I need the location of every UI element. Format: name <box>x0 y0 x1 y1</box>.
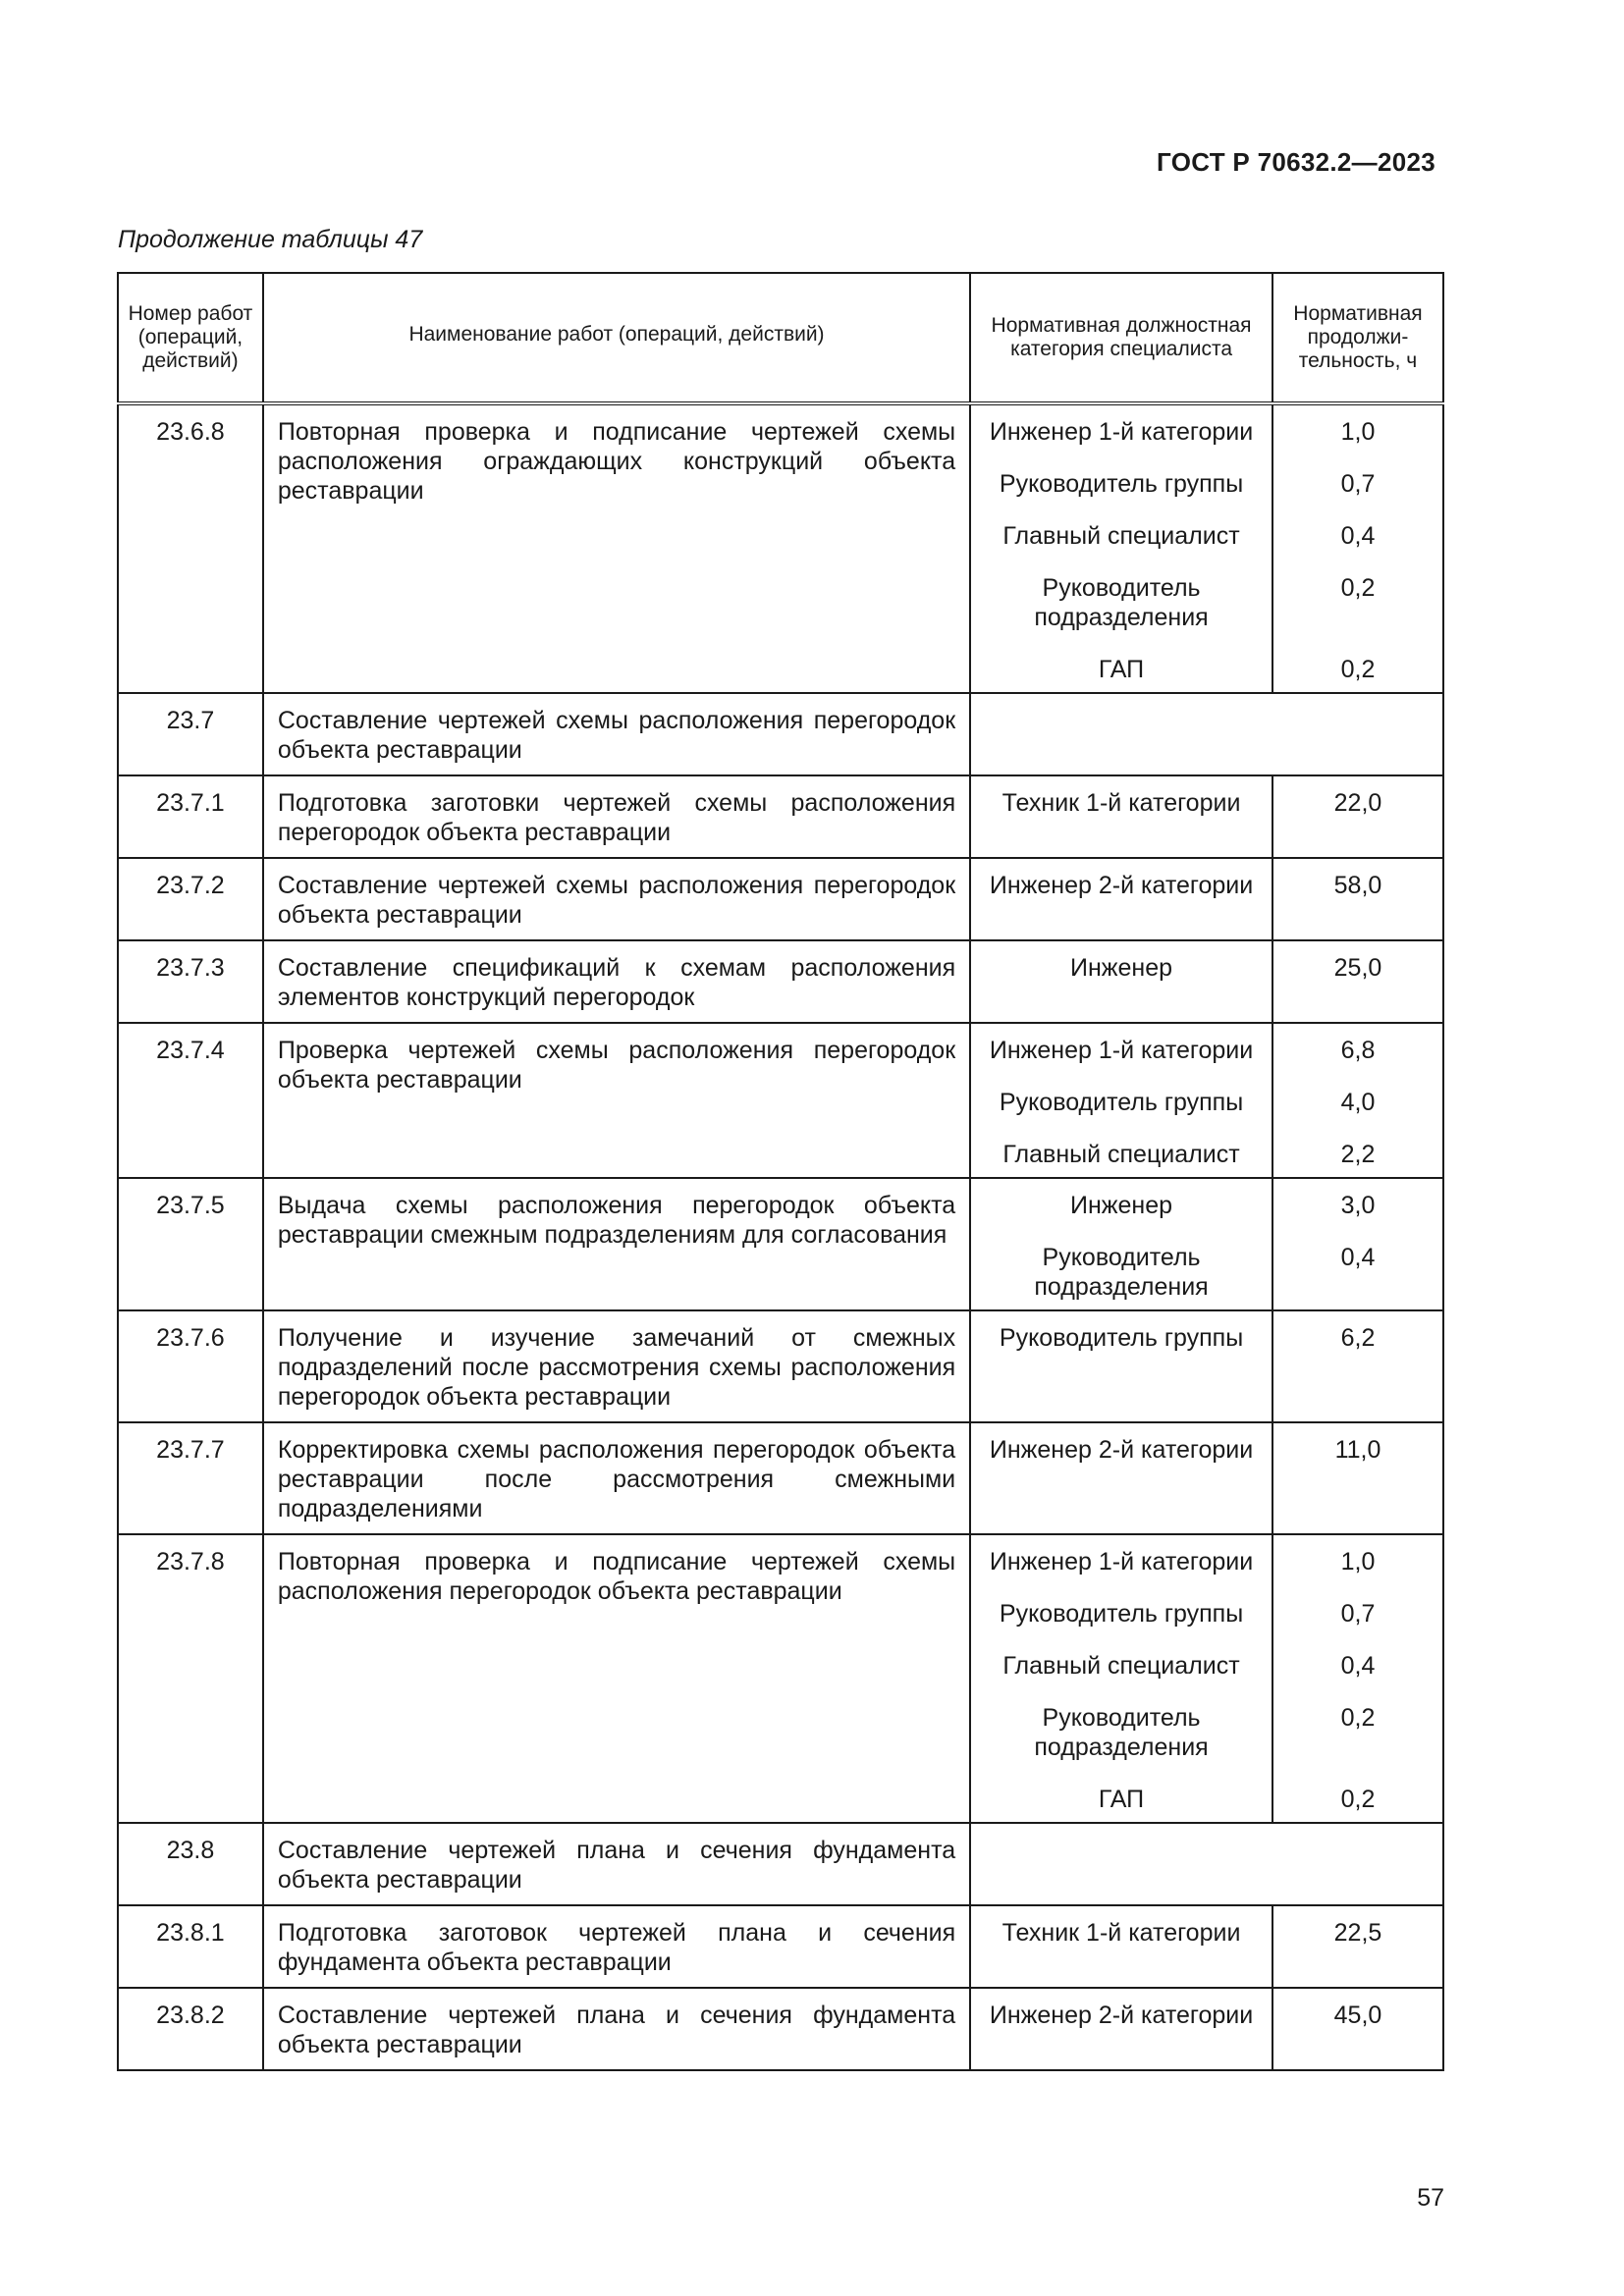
work-name: Составление чертежей схемы расположения перегородок объекта реставрации <box>263 858 970 940</box>
duration-value: 0,7 <box>1340 470 1376 498</box>
table-body <box>118 403 1443 2070</box>
table-row <box>118 1310 1443 1422</box>
duration-cell <box>1272 1023 1443 1178</box>
specialist-category: Главный специалист <box>1002 1141 1240 1168</box>
work-name: Повторная проверка и подписание чертежей схемы расположения ограждающих конструкций объекта реставрации <box>263 403 970 693</box>
duration-value: 0,2 <box>1340 1704 1376 1732</box>
duration-cell <box>1272 775 1443 858</box>
specialist-category: Инженер 1-й категории <box>989 1548 1254 1575</box>
work-name: Подготовка заготовок чертежей плана и сечения фундамента объекта реставрации <box>263 1905 970 1988</box>
specialist-category: Главный специалист <box>1002 522 1240 550</box>
work-name: Составление чертежей плана и сечения фундамента объекта реставрации <box>263 1823 970 1905</box>
duration-value: 2,2 <box>1340 1141 1376 1168</box>
specialist-category: Инженер 2-й категории <box>989 872 1254 899</box>
duration-value: 6,8 <box>1340 1037 1376 1064</box>
work-number: 23.7.6 <box>118 1310 263 1422</box>
work-number: 23.7.3 <box>118 940 263 1023</box>
duration-value: 0,4 <box>1340 1244 1376 1271</box>
work-number: 23.7.5 <box>118 1178 263 1310</box>
work-name: Проверка чертежей схемы расположения перегородок объекта реставрации <box>263 1023 970 1178</box>
duration-cell <box>1272 1905 1443 1988</box>
duration-value: 1,0 <box>1340 418 1376 446</box>
specialist-category: Руководитель группы <box>999 1600 1244 1628</box>
table-row <box>118 1023 1443 1178</box>
category-cell <box>970 858 1272 940</box>
duration-value: 0,4 <box>1340 1652 1376 1680</box>
specialist-category: Руководитель подразделения <box>1034 1704 1209 1761</box>
work-name: Выдача схемы расположения перегородок объекта реставрации смежным подразделениям для согласования <box>263 1178 970 1310</box>
duration-cell <box>1272 858 1443 940</box>
duration-value: 22,0 <box>1333 789 1382 817</box>
empty-cell <box>970 693 1443 775</box>
category-cell <box>970 940 1272 1023</box>
table-row <box>118 775 1443 858</box>
specialist-category: ГАП <box>1098 1786 1145 1813</box>
category-cell <box>970 1422 1272 1534</box>
duration-cell <box>1272 940 1443 1023</box>
duration-value: 0,2 <box>1340 656 1376 683</box>
specialist-category: Техник 1-й категории <box>1001 1919 1241 1947</box>
category-cell <box>970 1178 1272 1310</box>
duration-cell <box>1272 1310 1443 1422</box>
work-number: 23.8.1 <box>118 1905 263 1988</box>
duration-value: 0,2 <box>1340 574 1376 602</box>
table-row <box>118 403 1443 693</box>
column-header-duration: Нормативная продолжи-тельность, ч <box>1272 273 1443 403</box>
category-cell <box>970 1988 1272 2070</box>
duration-cell <box>1272 1422 1443 1534</box>
specialist-category: Главный специалист <box>1002 1652 1240 1680</box>
work-name: Получение и изучение замечаний от смежных подразделений после рассмотрения схемы расположения перегородок объекта реставрации <box>263 1310 970 1422</box>
category-cell <box>970 1023 1272 1178</box>
specialist-category: ГАП <box>1098 656 1145 683</box>
table-row <box>118 940 1443 1023</box>
table-row <box>118 1905 1443 1988</box>
duration-cell <box>1272 1178 1443 1310</box>
table-row <box>118 693 1443 775</box>
duration-value: 22,5 <box>1333 1919 1382 1947</box>
table-row <box>118 1988 1443 2070</box>
work-name: Составление чертежей плана и сечения фундамента объекта реставрации <box>263 1988 970 2070</box>
duration-value: 0,7 <box>1340 1600 1376 1628</box>
specialist-category: Руководитель группы <box>999 1324 1244 1352</box>
specialist-category: Техник 1-й категории <box>1001 789 1241 817</box>
specialist-category: Инженер 1-й категории <box>989 418 1254 446</box>
specialist-category: Руководитель группы <box>999 470 1244 498</box>
specialist-category: Инженер 2-й категории <box>989 2002 1254 2029</box>
category-cell <box>970 1534 1272 1823</box>
category-cell <box>970 1905 1272 1988</box>
duration-value: 3,0 <box>1340 1192 1376 1219</box>
table-row <box>118 858 1443 940</box>
work-number: 23.7.1 <box>118 775 263 858</box>
work-name: Повторная проверка и подписание чертежей схемы расположения перегородок объекта реставрации <box>263 1534 970 1823</box>
column-header-name: Наименование работ (операций, действий) <box>263 273 970 403</box>
duration-value: 6,2 <box>1340 1324 1376 1352</box>
work-number: 23.6.8 <box>118 403 263 693</box>
table-caption: Продолжение таблицы 47 <box>118 226 423 253</box>
document-standard-code: ГОСТ Р 70632.2—2023 <box>1157 147 1435 177</box>
work-number: 23.7.8 <box>118 1534 263 1823</box>
table-row <box>118 1823 1443 1905</box>
duration-value: 0,4 <box>1340 522 1376 550</box>
category-cell <box>970 1310 1272 1422</box>
page-number: 57 <box>1417 2184 1444 2212</box>
duration-value: 11,0 <box>1334 1436 1381 1464</box>
work-number: 23.7.7 <box>118 1422 263 1534</box>
work-number: 23.7 <box>118 693 263 775</box>
specialist-category: Инженер <box>1070 1192 1173 1219</box>
work-norms-table <box>117 272 1444 2071</box>
work-name: Составление чертежей схемы расположения перегородок объекта реставрации <box>263 693 970 775</box>
duration-cell <box>1272 1534 1443 1823</box>
duration-value: 45,0 <box>1333 2002 1382 2029</box>
table-header-row <box>118 273 1443 403</box>
table-row <box>118 1422 1443 1534</box>
specialist-category: Инженер 1-й категории <box>989 1037 1254 1064</box>
work-name: Подготовка заготовки чертежей схемы расположения перегородок объекта реставрации <box>263 775 970 858</box>
specialist-category: Инженер <box>1070 954 1173 982</box>
table-row <box>118 1178 1443 1310</box>
category-cell <box>970 775 1272 858</box>
work-number: 23.7.2 <box>118 858 263 940</box>
specialist-category: Руководитель подразделения <box>1034 1244 1209 1301</box>
category-cell <box>970 403 1272 693</box>
work-number: 23.8 <box>118 1823 263 1905</box>
work-name: Корректировка схемы расположения перегородок объекта реставрации после рассмотрения смежными подразделениями <box>263 1422 970 1534</box>
duration-value: 25,0 <box>1333 954 1382 982</box>
specialist-category: Руководитель подразделения <box>1034 574 1209 631</box>
duration-cell <box>1272 403 1443 693</box>
specialist-category: Руководитель группы <box>999 1089 1244 1116</box>
specialist-category: Инженер 2-й категории <box>989 1436 1254 1464</box>
duration-value: 1,0 <box>1340 1548 1376 1575</box>
duration-value: 4,0 <box>1340 1089 1376 1116</box>
column-header-category: Нормативная должностная категория специалиста <box>970 273 1272 403</box>
duration-value: 58,0 <box>1333 872 1382 899</box>
duration-cell <box>1272 1988 1443 2070</box>
empty-cell <box>970 1823 1443 1905</box>
table-row <box>118 1534 1443 1823</box>
duration-value: 0,2 <box>1340 1786 1376 1813</box>
column-header-number: Номер работ (операций, действий) <box>118 273 263 403</box>
work-name: Составление спецификаций к схемам расположения элементов конструкций перегородок <box>263 940 970 1023</box>
work-number: 23.8.2 <box>118 1988 263 2070</box>
work-number: 23.7.4 <box>118 1023 263 1178</box>
